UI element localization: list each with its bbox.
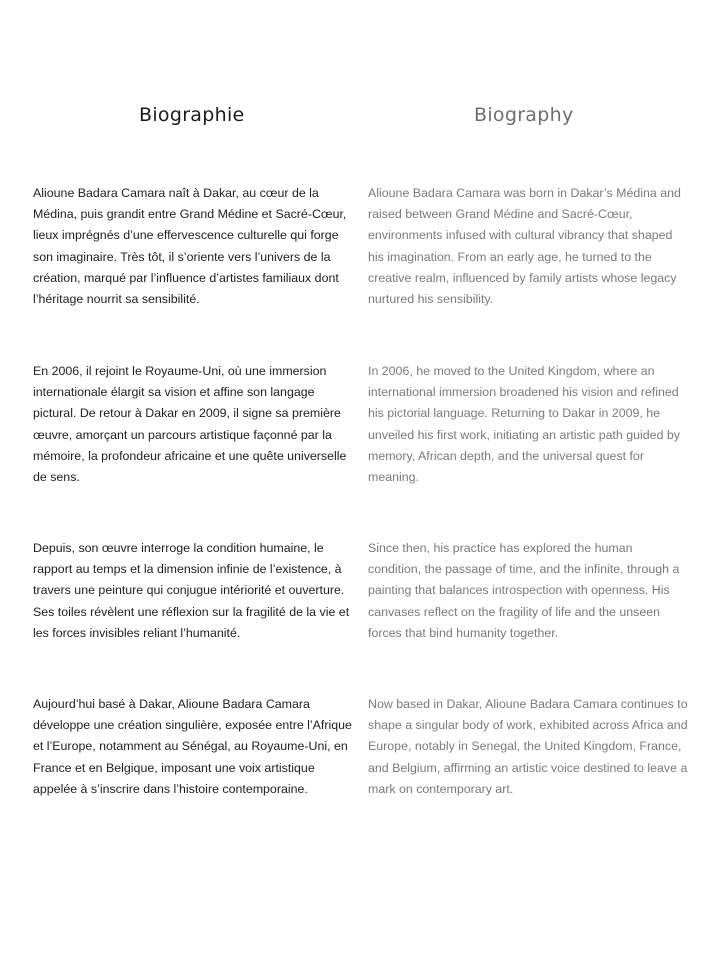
english-paragraph-2: In 2006, he moved to the United Kingdom, where an international immersion broadened his vision and refined his pictorial language. Returning to Dakar in 2009, he unveiled his first work, initiating an artistic path guided by memory, African depth, and the universal quest for meaning. [368, 364, 680, 485]
english-paragraph-3: Since then, his practice has explored the human condition, the passage of time, and the infinite, through a painting that balances introspection with openness. His canvases reflect on the fragility of life and the unseen forces that bind humanity together. [368, 541, 680, 640]
french-paragraph-1: Alioune Badara Camara naît à Dakar, au cœur de la Médina, puis grandit entre Grand Médine et Sacré-Cœur, lieux imprégnés d’une effervescence culturelle qui forge son imaginaire. Très tôt, il s’oriente vers l’univers de la création, marqué par l’influence d’artistes familiaux dont l’héritage nourrit sa sensibilité. [33, 186, 347, 307]
french-heading: Biographie [139, 104, 245, 126]
english-paragraph-1: Alioune Badara Camara was born in Dakar’s Médina and raised between Grand Médine and Sacré-Cœur, environments infused with cultural vibrancy that shaped his imagination. From an early age, he turned to the creative realm, influenced by family artists whose legacy nurtured his sensibility. [368, 186, 681, 307]
english-paragraph-4: Now based in Dakar, Alioune Badara Camara continues to shape a singular body of work, exhibited across Africa and Europe, notably in Senegal, the United Kingdom, France, and Belgium, affirming an artistic voice destined to leave a mark on contemporary art. [368, 697, 688, 796]
english-heading: Biography [474, 104, 574, 126]
french-paragraph-2: En 2006, il rejoint le Royaume-Uni, où une immersion internationale élargit sa vision et affine son langage pictural. De retour à Dakar en 2009, il signe sa première œuvre, amorçant un parcours artistique façonné par la mémoire, la profondeur africaine et une quête universelle de sens. [33, 364, 347, 485]
french-paragraph-4: Aujourd’hui basé à Dakar, Alioune Badara Camara développe une création singulière, exposée entre l’Afrique et l’Europe, notamment au Sénégal, au Royaume-Uni, en France et en Belgique, imposant une voix artistique appelée à s’inscrire dans l’histoire contemporaine. [33, 697, 352, 796]
french-paragraph-3: Depuis, son œuvre interroge la condition humaine, le rapport au temps et la dimension infinie de l’existence, à travers une peinture qui conjugue intériorité et ouverture. Ses toiles révèlent une réflexion sur la fragilité de la vie et les forces invisibles reliant l’humanité. [33, 541, 350, 640]
